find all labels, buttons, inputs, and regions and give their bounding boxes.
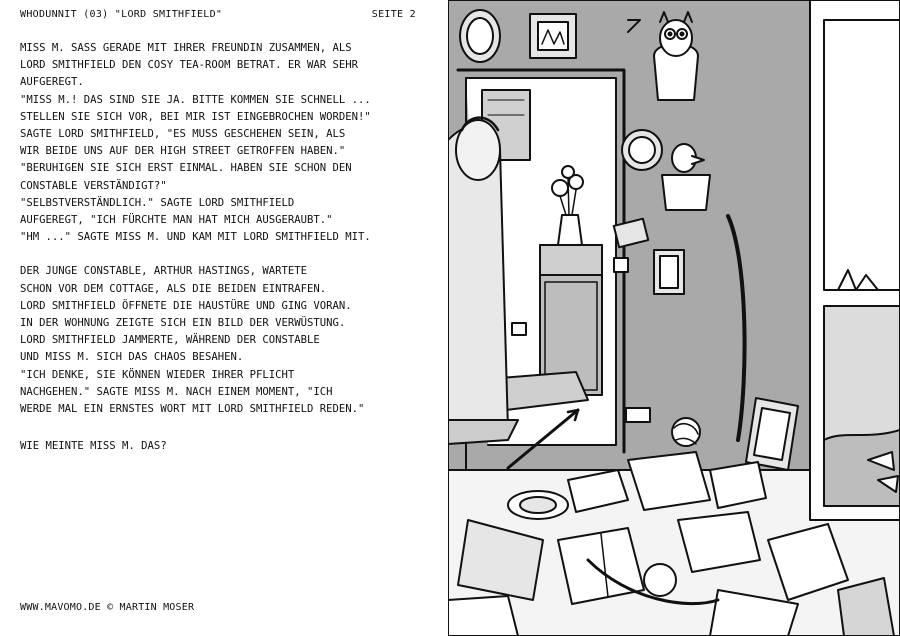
story-line: "MISS M.! DAS SIND SIE JA. BITTE KOMMEN SIE SCHNELL ...: [20, 93, 371, 106]
page-header: [20, 9, 416, 20]
story-text: [20, 40, 440, 455]
page-number: SEITE 2: [371, 9, 416, 20]
scattered-papers: [628, 452, 710, 510]
riddle-question: WIE MEINTE MISS M. DAS?: [20, 440, 167, 453]
story-line: STELLEN SIE SICH VOR, BEI MIR IST EINGEBROCHEN WORDEN!": [20, 110, 371, 123]
paragraph-gap: [20, 246, 440, 263]
story-line: WERDE MAL EIN ERNSTES WORT MIT LORD SMITHFIELD REDEN.": [20, 403, 365, 416]
scattered-papers: [448, 596, 518, 636]
story-line: SAGTE LORD SMITHFIELD, "ES MUSS GESCHEHEN SEIN, ALS: [20, 128, 346, 141]
story-line: UND MISS M. SICH DAS CHAOS BESAHEN.: [20, 351, 244, 364]
story-line: AUFGEREGT.: [20, 76, 84, 89]
story-line: NACHGEHEN." SAGTE MISS M. NACH EINEM MOMENT, "ICH: [20, 385, 333, 398]
story-line: AUFGEREGT, "ICH FÜRCHTE MAN HAT MICH AUSGERAUBT.": [20, 214, 333, 227]
paragraph-1: [20, 40, 440, 246]
yarn-ball: [644, 564, 676, 596]
wall-socket: [512, 323, 526, 335]
yarn-ball: [672, 418, 700, 446]
story-line: CONSTABLE VERSTÄNDIGT?": [20, 179, 167, 192]
story-line: "BERUHIGEN SIE SICH ERST EINMAL. HABEN SIE SCHON DEN: [20, 162, 352, 175]
light-switch: [614, 258, 628, 272]
story-line: "HM ..." SAGTE MISS M. UND KAM MIT LORD SMITHFIELD MIT.: [20, 231, 371, 244]
story-line: LORD SMITHFIELD JAMMERTE, WÄHREND DER CONSTABLE: [20, 334, 320, 347]
text-panel: [0, 0, 448, 636]
story-line: LORD SMITHFIELD DEN COSY TEA-ROOM BETRAT. ER WAR SEHR: [20, 59, 359, 72]
door-window-upper: [824, 20, 900, 290]
story-line: WIR BEIDE UNS AUF DER HIGH STREET GETROFFEN HABEN.": [20, 145, 346, 158]
story-line: "SELBSTVERSTÄNDLICH." SAGTE LORD SMITHFIELD: [20, 196, 295, 209]
crime-scene-illustration: [448, 0, 900, 636]
story-line: DER JUNGE CONSTABLE, ARTHUR HASTINGS, WARTETE: [20, 265, 308, 278]
bird-trophy: [662, 175, 710, 210]
story-line: "ICH DENKE, SIE KÖNNEN WIEDER IHRER PFLICHT: [20, 368, 295, 381]
footer-credit: WWW.MAVOMO.DE © MARTIN MOSER: [20, 602, 195, 613]
story-line: MISS M. SASS GERADE MIT IHRER FREUNDIN ZUSAMMEN, ALS: [20, 42, 352, 54]
paragraph-2: [20, 263, 440, 418]
story-title: WHODUNNIT (03) "LORD SMITHFIELD": [20, 9, 223, 20]
story-line: SCHON VOR DEM COTTAGE, ALS DIE BEIDEN EINTRAFEN.: [20, 282, 327, 295]
flower: [552, 180, 568, 196]
story-line: LORD SMITHFIELD ÖFFNETE DIE HAUSTÜRE UND GING VORAN.: [20, 299, 352, 312]
wall-socket: [626, 408, 650, 422]
scattered-papers: [678, 512, 760, 572]
flower: [562, 166, 574, 178]
illustration-drawing: [448, 0, 900, 636]
flower-vase: [558, 215, 582, 245]
paragraph-gap: [20, 418, 440, 438]
story-line: IN DER WOHNUNG ZEIGTE SICH EIN BILD DER VERWÜSTUNG.: [20, 317, 346, 330]
